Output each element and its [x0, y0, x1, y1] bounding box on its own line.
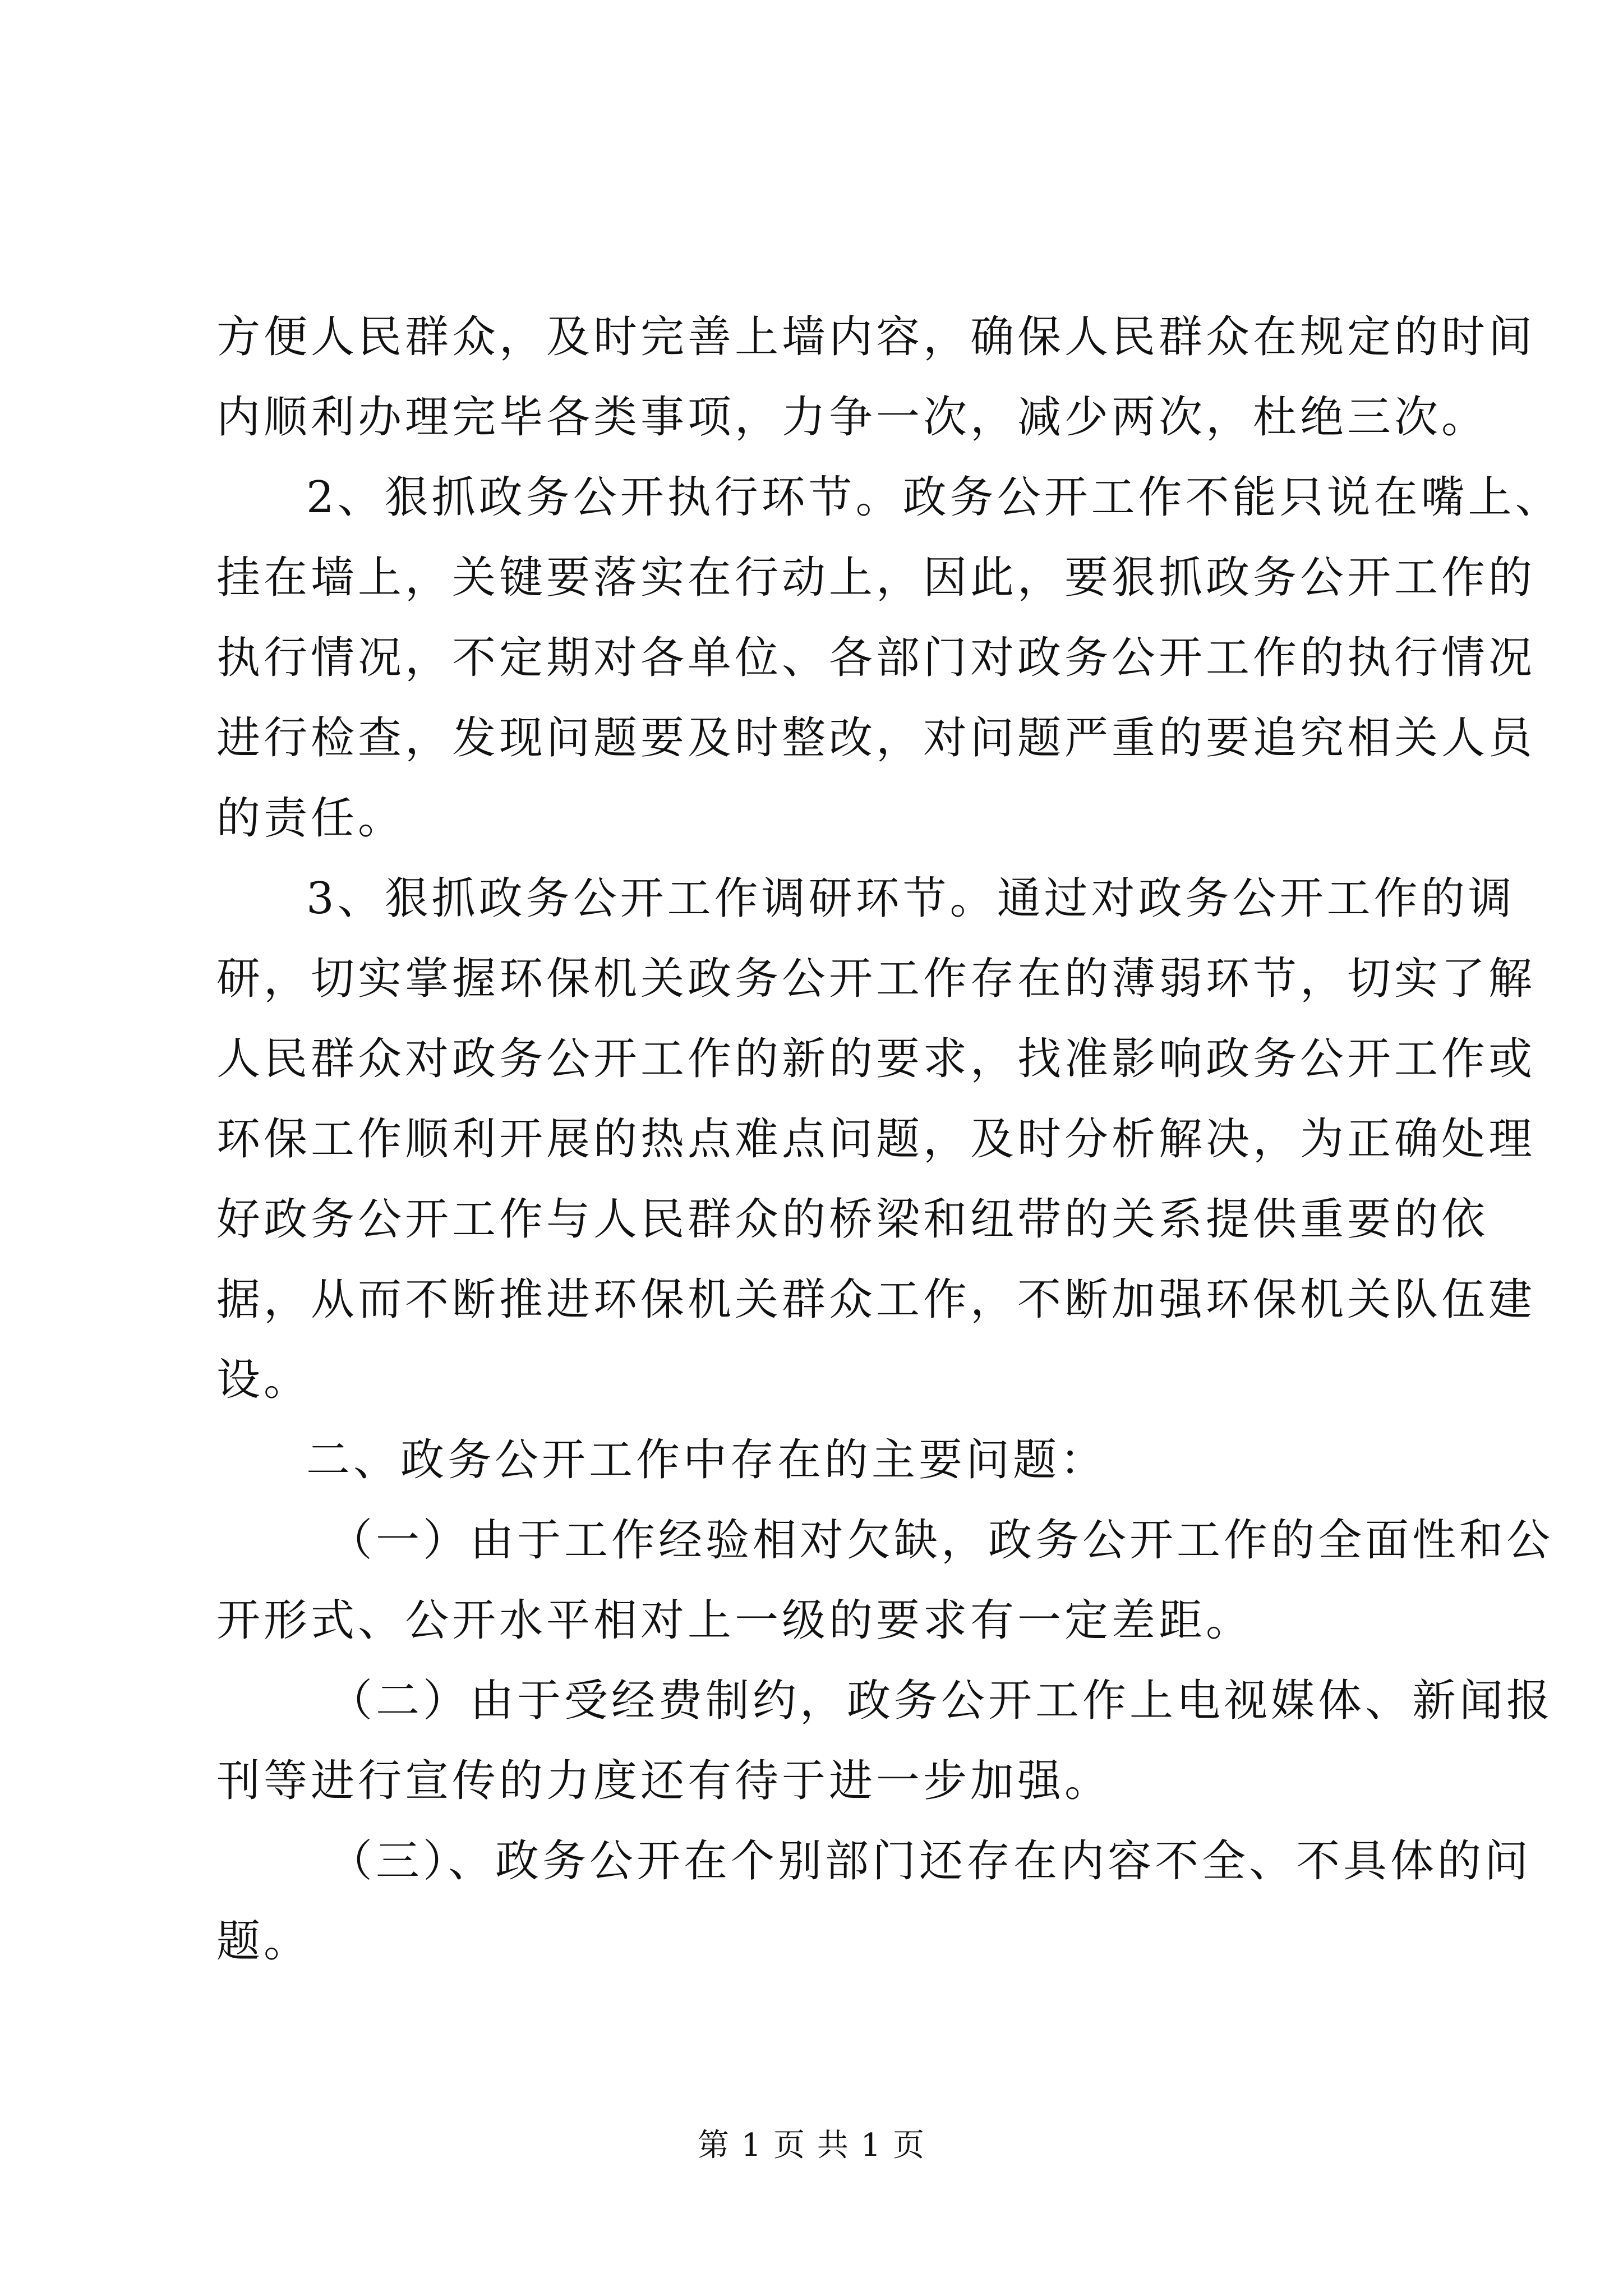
- text-line: 好政务公开工作与人民群众的桥梁和纽带的关系提供重要的依: [216, 1194, 1489, 1245]
- text-line: 据，从而不断推进环保机关群众工作，不断加强环保机关队伍建: [216, 1274, 1536, 1325]
- text-line: 刊等进行宣传的力度还有待于进一步加强。: [216, 1756, 1112, 1806]
- text-line: （一）由于工作经验相对欠缺，政务公开工作的全面性和公: [329, 1515, 1554, 1566]
- text-line: 3、狠抓政务公开工作调研环节。通过对政务公开工作的调: [306, 873, 1515, 924]
- text-line: 人民群众对政务公开工作的新的要求，找准影响政务公开工作或: [216, 1034, 1536, 1084]
- text-line: （三）、政务公开在个别部门还存在内容不全、不具体的问: [329, 1836, 1532, 1887]
- text-line: 内顺利办理完毕各类事项，力争一次，减少两次，杜绝三次。: [216, 392, 1489, 443]
- text-line: （二）由于受经费制约，政务公开工作上电视媒体、新闻报: [329, 1676, 1554, 1726]
- text-line: 二、政务公开工作中存在的主要问题：: [306, 1435, 1108, 1485]
- paragraph-1: [216, 297, 1536, 458]
- text-line: 的责任。: [216, 793, 405, 844]
- document-body: [216, 297, 1562, 1982]
- page-number-footer: 第 1 页 共 1 页: [697, 2127, 926, 2164]
- text-line: 题。: [216, 1916, 311, 1967]
- text-line: 执行情况，不定期对各单位、各部门对政务公开工作的执行情况: [216, 633, 1536, 683]
- text-line: 研，切实掌握环保机关政务公开工作存在的薄弱环节，切实了解: [216, 954, 1536, 1004]
- paragraph-3: [216, 859, 1536, 1420]
- paragraph-2: [216, 458, 1562, 859]
- text-line: 方便人民群众，及时完善上墙内容，确保人民群众在规定的时间: [216, 312, 1536, 362]
- text-line: 设。: [216, 1355, 311, 1405]
- section-heading: [216, 1420, 1422, 1501]
- problem-item-1: [216, 1501, 1554, 1661]
- text-line: 挂在墙上，关键要落实在行动上，因此，要狠抓政务公开工作的: [216, 553, 1536, 603]
- problem-item-2: [216, 1661, 1554, 1821]
- text-line: 环保工作顺利开展的热点难点问题，及时分析解决，为正确处理: [216, 1114, 1536, 1165]
- text-line: 开形式、公开水平相对上一级的要求有一定差距。: [216, 1595, 1253, 1646]
- text-line: 进行检查，发现问题要及时整改，对问题严重的要追究相关人员: [216, 713, 1536, 763]
- problem-item-3: [216, 1821, 1532, 1982]
- text-line: 2、狠抓政务公开执行环节。政务公开工作不能只说在嘴上、: [306, 472, 1562, 523]
